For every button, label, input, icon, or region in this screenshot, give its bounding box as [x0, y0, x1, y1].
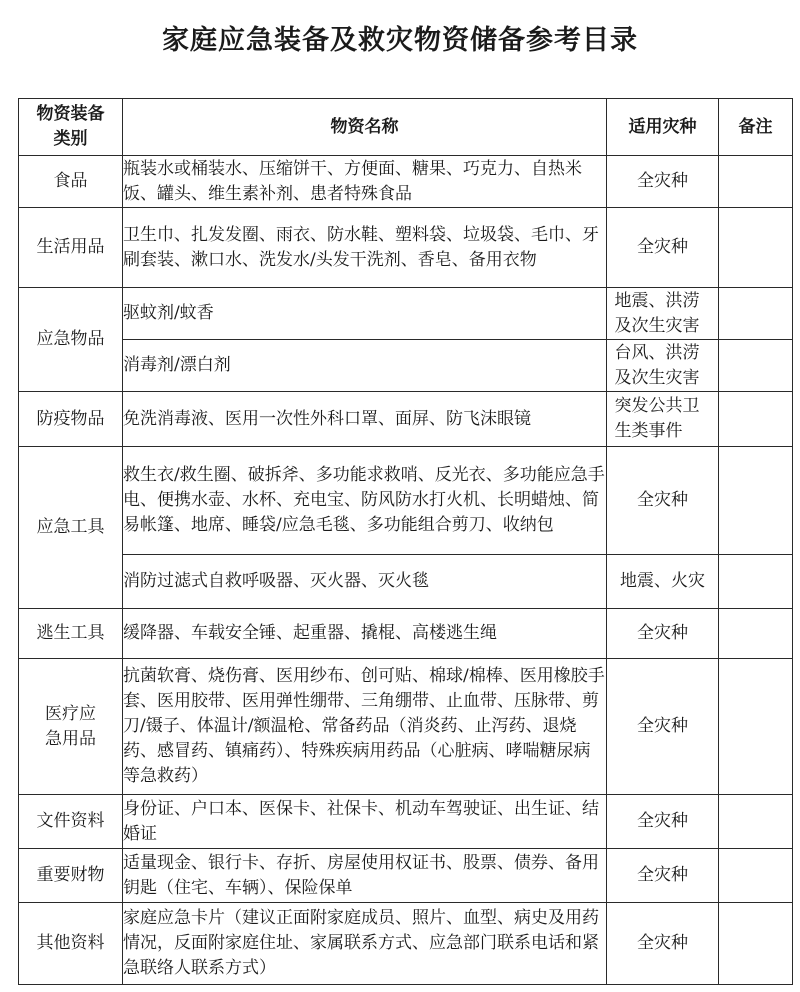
- table-row: [19, 392, 793, 447]
- disaster-cell: [607, 392, 719, 447]
- items-cell: 消毒剂/漂白剂: [123, 340, 607, 392]
- disaster-label: 台风、洪涝及次生灾害: [614, 342, 700, 388]
- note-cell: [719, 208, 793, 288]
- category-label: 医疗应急用品: [45, 703, 96, 749]
- note-cell: [719, 392, 793, 447]
- disaster-cell: 全灾种: [607, 156, 719, 208]
- category-cell: 应急物品: [19, 288, 123, 392]
- note-cell: [719, 555, 793, 609]
- table-row: [19, 659, 793, 795]
- category-cell: 逃生工具: [19, 609, 123, 659]
- header-disaster: 适用灾种: [607, 99, 719, 156]
- table-row: [19, 447, 793, 555]
- table-row: [19, 849, 793, 903]
- table-row: [19, 555, 793, 609]
- items-cell: 家庭应急卡片（建议正面附家庭成员、照片、血型、病史及用药情况，反面附家庭住址、家属联系方式、应急部门联系电话和紧急联络人联系方式）: [123, 903, 607, 985]
- table-row: [19, 156, 793, 208]
- header-note: 备注: [719, 99, 793, 156]
- note-cell: [719, 288, 793, 340]
- note-cell: [719, 849, 793, 903]
- note-cell: [719, 903, 793, 985]
- document-title: 家庭应急装备及救灾物资储备参考目录: [162, 25, 638, 56]
- items-cell: 消防过滤式自救呼吸器、灭火器、灭火毯: [123, 555, 607, 609]
- category-cell: 其他资料: [19, 903, 123, 985]
- items-cell: 救生衣/救生圈、破拆斧、多功能求救哨、反光衣、多功能应急手电、便携水壶、水杯、充电宝、防风防水打火机、长明蜡烛、简易帐篷、地席、睡袋/应急毛毯、多功能组合剪刀、收纳包: [123, 447, 607, 555]
- table-row: [19, 340, 793, 392]
- note-cell: [719, 659, 793, 795]
- note-cell: [719, 340, 793, 392]
- items-cell: 免洗消毒液、医用一次性外科口罩、面屏、防飞沫眼镜: [123, 392, 607, 447]
- table-row: [19, 288, 793, 340]
- items-cell: 身份证、户口本、医保卡、社保卡、机动车驾驶证、出生证、结婚证: [123, 795, 607, 849]
- disaster-cell: 全灾种: [607, 208, 719, 288]
- header-category-label: 物资装备类别: [36, 104, 105, 149]
- disaster-cell: 全灾种: [607, 795, 719, 849]
- category-cell: 重要财物: [19, 849, 123, 903]
- disaster-cell: 全灾种: [607, 659, 719, 795]
- note-cell: [719, 795, 793, 849]
- items-cell: 瓶装水或桶装水、压缩饼干、方便面、糖果、巧克力、自热米饭、罐头、维生素补剂、患者特殊食品: [123, 156, 607, 208]
- disaster-label: 地震、洪涝及次生灾害: [614, 290, 700, 336]
- items-cell: 缓降器、车载安全锤、起重器、撬棍、高楼逃生绳: [123, 609, 607, 659]
- catalog-table: [18, 98, 793, 985]
- disaster-cell: 地震、火灾: [607, 555, 719, 609]
- category-cell: 防疫物品: [19, 392, 123, 447]
- items-cell: 卫生巾、扎发发圈、雨衣、防水鞋、塑料袋、垃圾袋、毛巾、牙刷套装、漱口水、洗发水/头发干洗剂、香皂、备用衣物: [123, 208, 607, 288]
- header-row: [19, 99, 793, 156]
- items-cell: 适量现金、银行卡、存折、房屋使用权证书、股票、债券、备用钥匙（住宅、车辆）、保险保单: [123, 849, 607, 903]
- disaster-cell: [607, 340, 719, 392]
- items-cell: 抗菌软膏、烧伤膏、医用纱布、创可贴、棉球/棉棒、医用橡胶手套、医用胶带、医用弹性绷带、三角绷带、止血带、压脉带、剪刀/镊子、体温计/额温枪、常备药品（消炎药、止泻药、退烧药、感冒药、镇痛药）、特殊疾病用药品（心脏病、哮喘糖尿病等急救药）: [123, 659, 607, 795]
- note-cell: [719, 447, 793, 555]
- category-cell: 生活用品: [19, 208, 123, 288]
- disaster-cell: 全灾种: [607, 849, 719, 903]
- category-cell: [19, 659, 123, 795]
- disaster-cell: 全灾种: [607, 903, 719, 985]
- header-items: 物资名称: [123, 99, 607, 156]
- disaster-cell: 全灾种: [607, 609, 719, 659]
- items-cell: 驱蚊剂/蚊香: [123, 288, 607, 340]
- category-cell: 食品: [19, 156, 123, 208]
- category-cell: 文件资料: [19, 795, 123, 849]
- note-cell: [719, 156, 793, 208]
- table-row: [19, 208, 793, 288]
- table-row: [19, 903, 793, 985]
- category-cell: 应急工具: [19, 447, 123, 609]
- disaster-cell: 全灾种: [607, 447, 719, 555]
- table-row: [19, 609, 793, 659]
- header-category: [19, 99, 123, 156]
- disaster-cell: [607, 288, 719, 340]
- disaster-label: 突发公共卫生类事件: [614, 396, 700, 441]
- note-cell: [719, 609, 793, 659]
- table-row: [19, 795, 793, 849]
